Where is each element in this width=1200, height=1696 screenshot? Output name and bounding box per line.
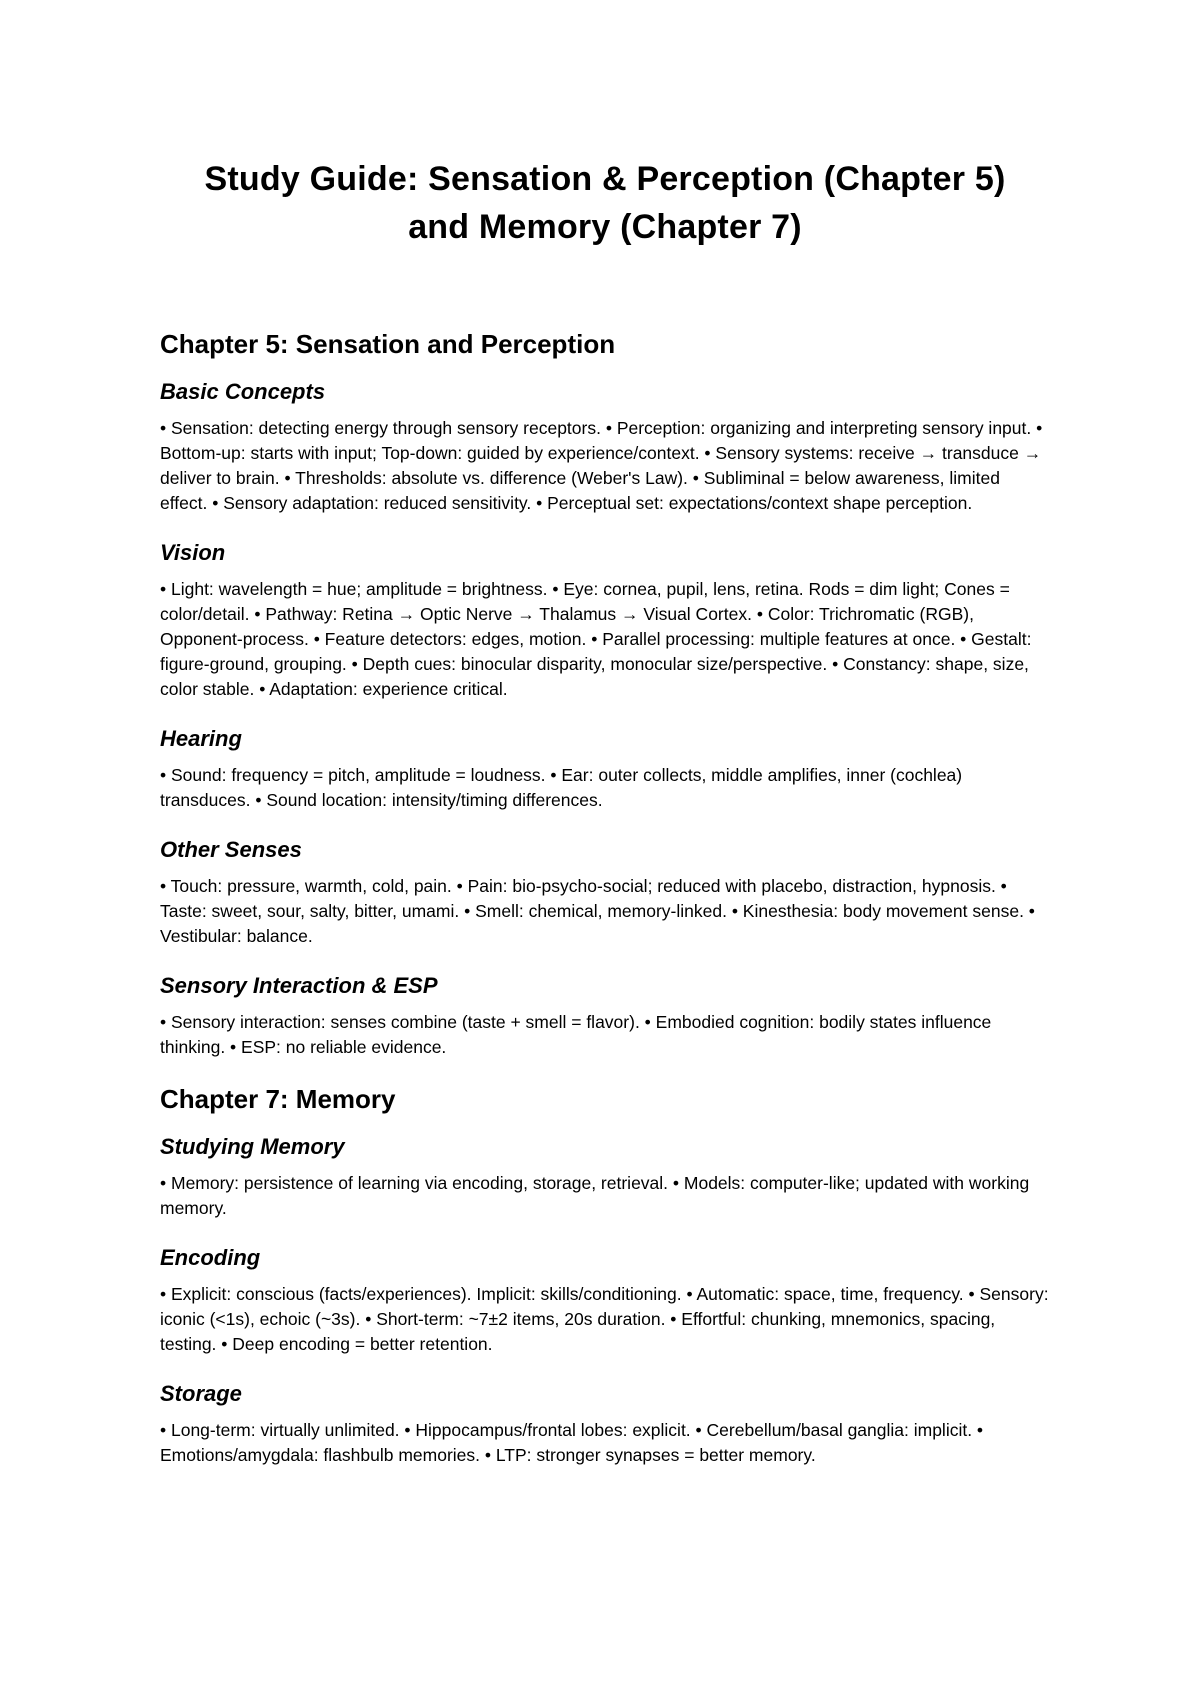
section-heading-studying-memory: Studying Memory xyxy=(160,1134,345,1159)
section-body-vision: • Light: wavelength = hue; amplitude = brightness. • Eye: cornea, pupil, lens, retina. Rods = dim light; Cones = color/detail. • Pathway: Retina → Optic Nerve → Thalamus → Visual Cortex. • Color: Trichromatic (RGB), Opponent-process. • Feature detectors: edges, motion. • Parallel processing: multiple features at once. • Gestalt: figure-ground, grouping. • Depth cues: binocular disparity, monocular size/perspective. • Constancy: shape, size, color stable. • Adaptation: experience critical. xyxy=(160,579,1032,699)
chapter-heading: Chapter 5: Sensation and Perception xyxy=(160,329,616,359)
section-heading-basic-concepts: Basic Concepts xyxy=(160,379,326,404)
section-heading-other-senses: Other Senses xyxy=(160,837,302,862)
document-title-line-2: and Memory (Chapter 7) xyxy=(408,208,802,246)
section-heading-storage: Storage xyxy=(160,1381,242,1406)
document-title xyxy=(160,155,1050,251)
chapter-heading: Chapter 7: Memory xyxy=(160,1084,396,1114)
section-heading-vision: Vision xyxy=(160,540,226,565)
section-body-storage: • Long-term: virtually unlimited. • Hippocampus/frontal lobes: explicit. • Cerebellum/basal ganglia: implicit. • Emotions/amygdala: flashbulb memories. • LTP: stronger synapses = better memory. xyxy=(160,1420,984,1465)
document-title-line-1: Study Guide: Sensation & Perception (Chapter 5) xyxy=(204,160,1006,198)
chapter-5 xyxy=(160,328,1050,1060)
section-body-other-senses: • Touch: pressure, warmth, cold, pain. • Pain: bio-psycho-social; reduced with placebo, distraction, hypnosis. • Taste: sweet, sour, salty, bitter, umami. • Smell: chemical, memory-linked. • Kinesthesia: body movement sense. • Vestibular: balance. xyxy=(160,876,1035,946)
section-body-hearing: • Sound: frequency = pitch, amplitude = loudness. • Ear: outer collects, middle amplifies, inner (cochlea) transduces. • Sound location: intensity/timing differences. xyxy=(160,765,963,810)
section-body-encoding: • Explicit: conscious (facts/experiences). Implicit: skills/conditioning. • Automatic: space, time, frequency. • Sensory: iconic (<1s), echoic (~3s). • Short-term: ~7±2 items, 20s duration. • Effortful: chunking, mnemonics, spacing, testing. • Deep encoding = better retention. xyxy=(160,1284,1049,1354)
section-body-sensory-interaction-esp: • Sensory interaction: senses combine (taste + smell = flavor). • Embodied cognition: bodily states influence thinking. • ESP: no reliable evidence. xyxy=(160,1012,992,1057)
section-heading-encoding: Encoding xyxy=(160,1245,261,1270)
section-body-basic-concepts: • Sensation: detecting energy through sensory receptors. • Perception: organizing and interpreting sensory input. • Bottom-up: starts with input; Top-down: guided by experience/context. • Sensory systems: receive → transduce → deliver to brain. • Thresholds: absolute vs. difference (Weber's Law). • Subliminal = below awareness, limited effect. • Sensory adaptation: reduced sensitivity. • Perceptual set: expectations/context shape perception. xyxy=(160,418,1043,513)
section-body-studying-memory: • Memory: persistence of learning via encoding, storage, retrieval. • Models: computer-like; updated with working memory. xyxy=(160,1173,1030,1218)
chapter-7 xyxy=(160,1083,1050,1468)
section-heading-hearing: Hearing xyxy=(160,726,242,751)
section-heading-sensory-interaction-esp: Sensory Interaction & ESP xyxy=(160,973,438,998)
document-page xyxy=(160,155,1050,1491)
